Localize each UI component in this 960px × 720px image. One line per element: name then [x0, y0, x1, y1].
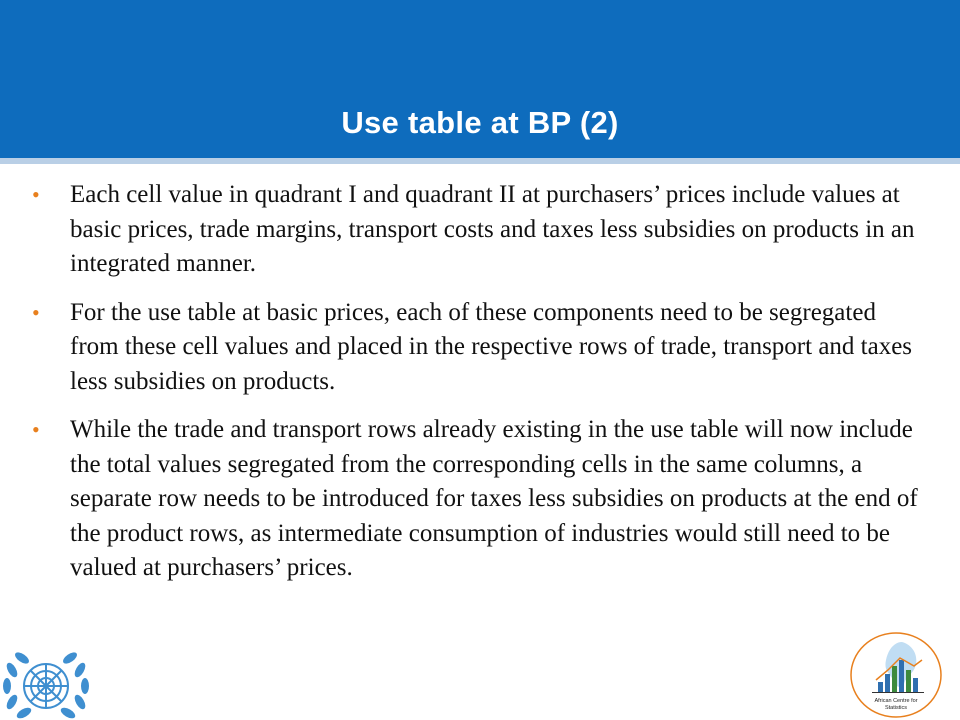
bullet-item: [30, 296, 930, 400]
bullet-text: While the trade and transport rows already existing in the use table will now include the total values segregated from the corresponding cells in the same columns, a separate row needs to be introduced for taxes less subsidies on products at the end of the product rows, as intermediate consumption of industries would still need to be valued at purchasers’ prices.: [70, 416, 918, 581]
bullet-text: Each cell value in quadrant I and quadrant II at purchasers’ prices include values at basic prices, trade margins, transport costs and taxes less subsidies on products in an integrated manner.: [70, 181, 915, 277]
un-emblem-icon: [0, 640, 92, 720]
title-bar: [0, 0, 960, 164]
bullet-marker: •: [32, 182, 40, 207]
acs-logo-line1: African Centre for: [874, 698, 918, 704]
acs-logo-line2: Statistics: [884, 705, 908, 711]
bullet-marker: •: [32, 417, 40, 442]
bullet-marker: •: [32, 299, 40, 325]
african-centre-for-statistics-logo: [848, 630, 944, 720]
bullet-item: [30, 178, 930, 282]
bullet-text: For the use table at basic prices, each of these components need to be segregated from these cell values and placed in the respective rows of trade, transport and taxes less subsidies on products.: [70, 298, 913, 395]
slide-title: Use table at BP (2): [341, 105, 619, 140]
bullet-list: [30, 178, 930, 600]
bullet-item: [30, 413, 930, 586]
